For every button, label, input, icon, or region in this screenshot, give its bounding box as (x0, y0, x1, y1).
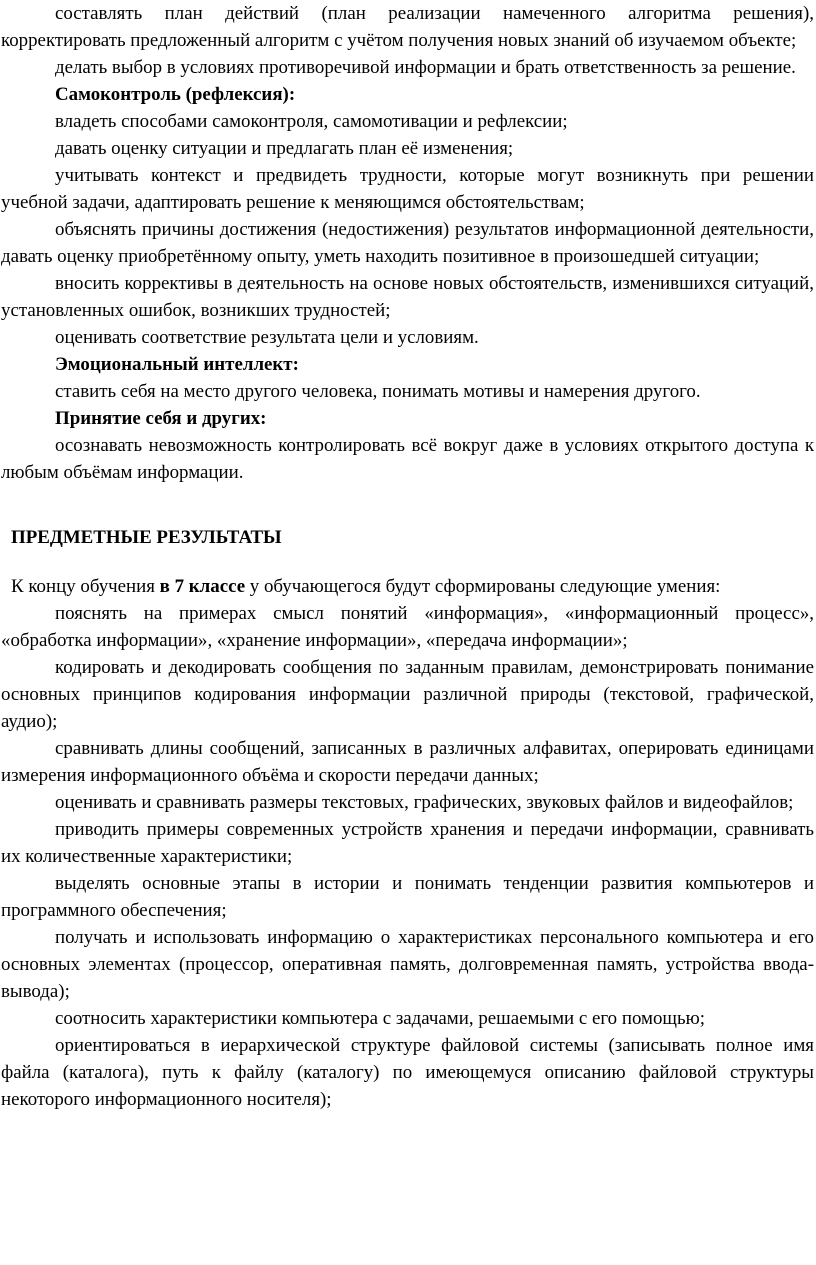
list-item: давать оценку ситуации и предлагать план её изменения; (55, 138, 514, 159)
section-heading-self-control: Самоконтроль (рефлексия): (55, 84, 296, 105)
list-item: осознавать невозможность контролировать всё вокруг даже в условиях открытого доступа к любым объёмам информации. (1, 435, 814, 483)
list-item: пояснять на примерах смысл понятий «информация», «информационный процесс», «обработка информации», «хранение информации», «передача информации»; (1, 603, 814, 651)
list-item: учитывать контекст и предвидеть трудности, которые могут возникнуть при решении учебной задачи, адаптировать решение к меняющимся обстоятельствам; (1, 165, 814, 213)
intro-text-end: у обучающегося будут сформированы следующие умения: (245, 576, 721, 597)
subject-results-intro (1, 573, 814, 600)
list-item: владеть способами самоконтроля, самомотивации и рефлексии; (55, 111, 568, 132)
list-item: ставить себя на место другого человека, понимать мотивы и намерения другого. (55, 381, 701, 402)
list-item: выделять основные этапы в истории и понимать тенденции развития компьютеров и программного обеспечения; (1, 873, 814, 921)
intro-grade: в 7 классе (159, 576, 246, 597)
subject-results-list (1, 600, 814, 1113)
list-item: приводить примеры современных устройств хранения и передачи информации, сравнивать их количественные характеристики; (1, 819, 814, 867)
list-item: оценивать и сравнивать размеры текстовых, графических, звуковых файлов и видеофайлов; (55, 792, 794, 813)
paragraph: делать выбор в условиях противоречивой информации и брать ответственность за решение. (55, 57, 796, 78)
section-heading-acceptance: Принятие себя и других: (55, 408, 267, 429)
list-item: получать и использовать информацию о характеристиках персонального компьютера и его основных элементах (процессор, оперативная память, долговременная память, устройства ввода-вывода); (1, 927, 814, 1002)
list-item: кодировать и декодировать сообщения по заданным правилам, демонстрировать понимание основных принципов кодирования информации различной природы (текстовой, графической, аудио); (1, 657, 814, 732)
list-item: сравнивать длины сообщений, записанных в различных алфавитах, оперировать единицами измерения информационного объёма и скорости передачи данных; (1, 738, 814, 786)
list-item: ориентироваться в иерархической структуре файловой системы (записывать полное имя файла (каталога), путь к файлу (каталогу) по имеющемуся описанию файловой структуры некоторого информационного носителя); (1, 1035, 814, 1110)
document-body (1, 0, 814, 1113)
section-heading-subject-results: ПРЕДМЕТНЫЕ РЕЗУЛЬТАТЫ (11, 527, 282, 548)
list-item: объяснять причины достижения (недостижения) результатов информационной деятельности, давать оценку приобретённому опыту, уметь находить позитивное в произошедшей ситуации; (1, 219, 814, 267)
intro-text-start: К концу обучения (11, 576, 160, 597)
list-item: соотносить характеристики компьютера с задачами, решаемыми с его помощью; (55, 1008, 705, 1029)
paragraph-continued: составлять план действий (план реализации намеченного алгоритма решения), корректировать предложенный алгоритм с учётом получения новых знаний об изучаемом объекте; (1, 3, 814, 51)
list-item: вносить коррективы в деятельность на основе новых обстоятельств, изменившихся ситуаций, установленных ошибок, возникших трудностей; (1, 273, 814, 321)
section-heading-emotional-intelligence: Эмоциональный интеллект: (55, 354, 299, 375)
list-item: оценивать соответствие результата цели и условиям. (55, 327, 479, 348)
